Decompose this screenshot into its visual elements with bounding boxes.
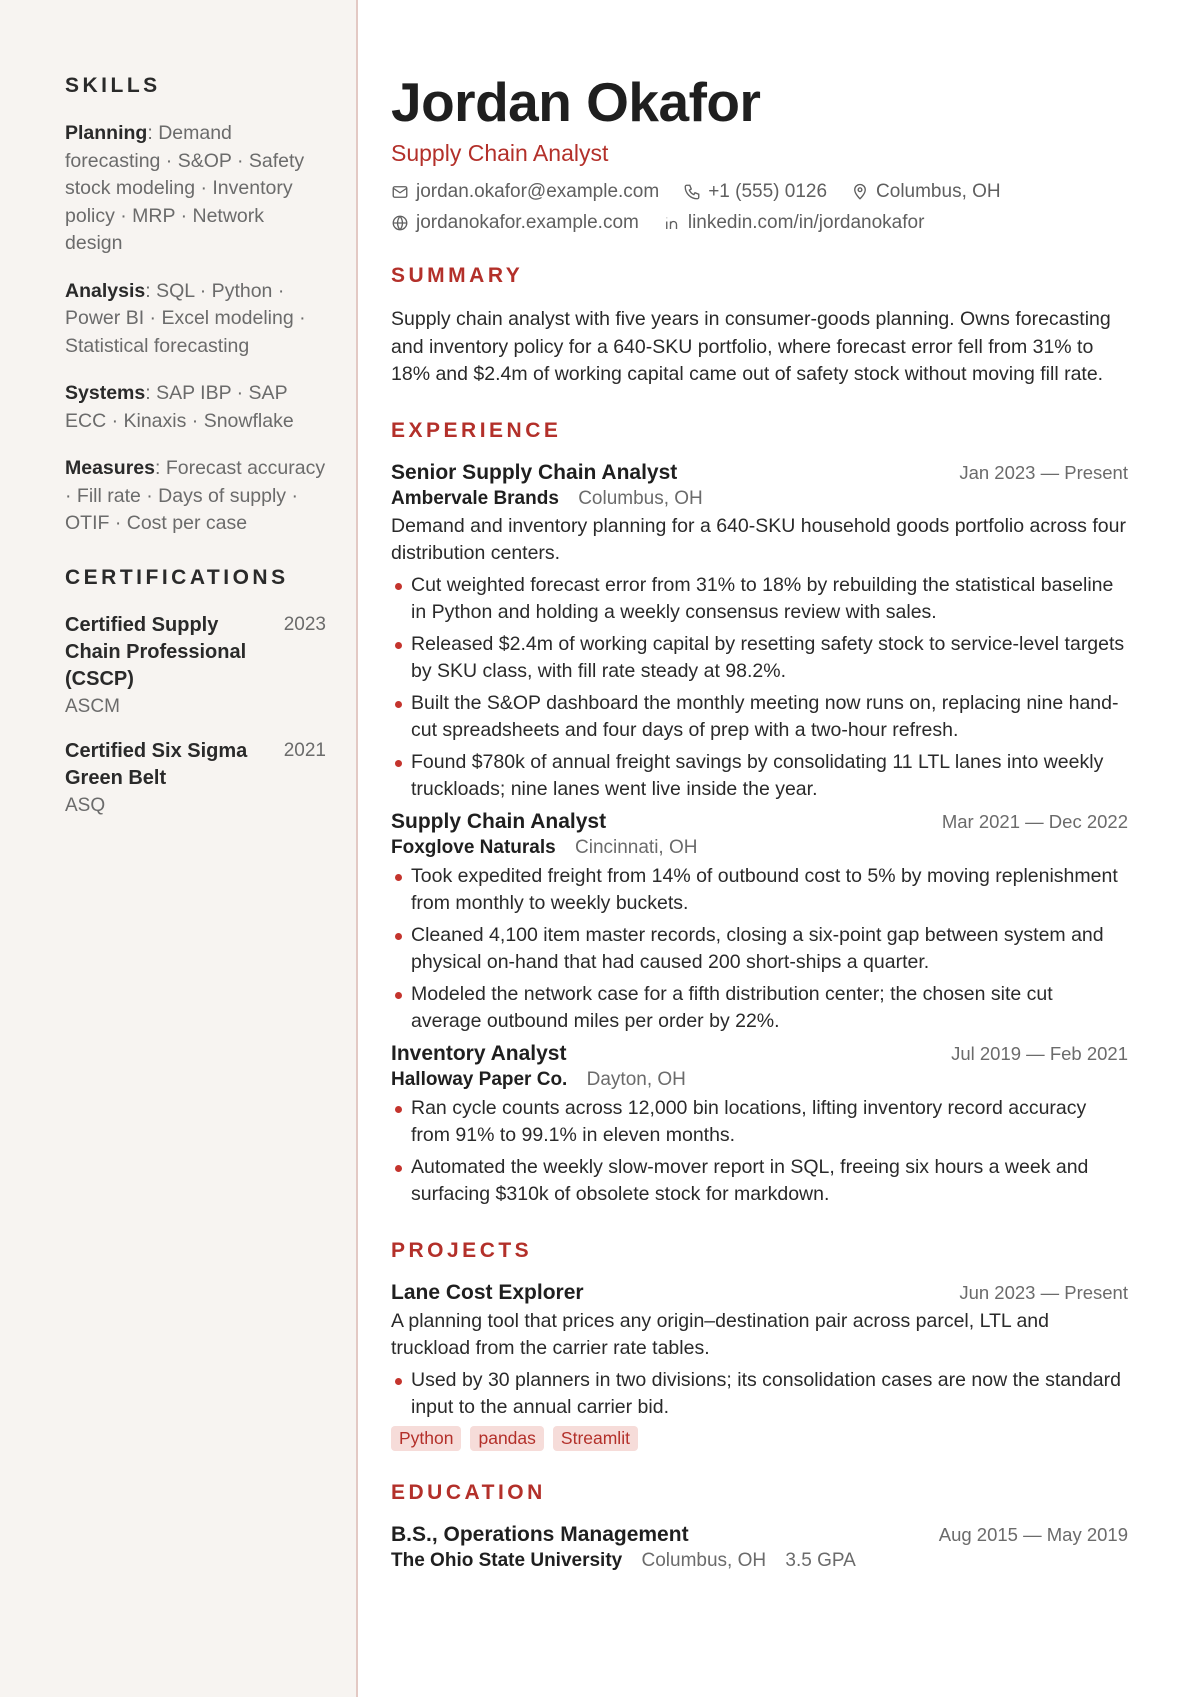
bullet-item: Cut weighted forecast error from 31% to 18% by rebuilding the statistical baseline in Python and holding a weekly consensus review with sales. <box>391 572 1128 627</box>
job-title: Supply Chain Analyst <box>391 809 607 833</box>
tag-chip: Python <box>391 1426 461 1451</box>
skill-group-systems: Systems: SAP IBP · SAP ECC · Kinaxis · Snowflake <box>65 382 294 432</box>
job-bullets <box>391 572 1128 804</box>
job-company: Ambervale Brands <box>391 487 559 509</box>
project-bullets <box>391 1367 1128 1422</box>
project-title: Lane Cost Explorer <box>391 1280 584 1304</box>
contact-email[interactable] <box>391 181 659 203</box>
education-dates: Aug 2015 — May 2019 <box>938 1523 1128 1545</box>
skill-items: Forecast accuracy · Fill rate · Days of supply · OTIF · Cost per case <box>65 457 326 534</box>
tag-chip: Streamlit <box>553 1426 638 1451</box>
job-title: Senior Supply Chain Analyst <box>391 460 678 484</box>
school-location: Columbus, OH <box>641 1549 767 1571</box>
bullet-item: Found $780k of annual freight savings by consolidating 11 LTL lanes into weekly truckloads; nine lanes went live inside the year. <box>391 749 1128 804</box>
bullet-item: Ran cycle counts across 12,000 bin locations, lifting inventory record accuracy from 91% to 99.1% in eleven months. <box>391 1095 1128 1150</box>
certifications-heading: CERTIFICATIONS <box>65 565 289 589</box>
bullet-item: Built the S&OP dashboard the monthly meeting now runs on, replacing nine hand-cut spreadsheets and four days of prep with a two-hour refresh. <box>391 690 1128 745</box>
bullet-item: Modeled the network case for a fifth distribution center; the chosen site cut average outbound miles per order by 22%. <box>391 981 1128 1036</box>
certification-name: Certified Supply Chain Professional (CSCP) <box>65 613 247 690</box>
job-entry <box>391 810 1128 1036</box>
certification-item <box>65 612 326 720</box>
phone-text: +1 (555) 0126 <box>708 181 828 202</box>
location-text: Columbus, OH <box>876 181 1001 202</box>
job-dates: Mar 2021 — Dec 2022 <box>941 810 1128 832</box>
certification-issuer: ASQ <box>65 794 106 816</box>
certification-name: Certified Six Sigma Green Belt <box>65 739 248 789</box>
contact-row <box>391 212 1128 234</box>
sidebar <box>0 0 358 1697</box>
skill-category: Systems <box>65 382 146 404</box>
linkedin-text: linkedin.com/in/jordanokafor <box>687 212 925 233</box>
skill-group-measures: Measures: Forecast accuracy · Fill rate · Days of supply · OTIF · Cost per case <box>65 457 326 534</box>
skill-group-analysis: Analysis: SQL · Python · Power BI · Excel modeling · Statistical forecasting <box>65 279 306 357</box>
skill-category: Measures <box>65 457 155 479</box>
certification-year: 2021 <box>283 739 326 761</box>
summary-heading: SUMMARY <box>391 264 524 287</box>
education-entry <box>391 1523 1128 1572</box>
projects-heading: PROJECTS <box>391 1238 533 1262</box>
globe-icon <box>391 214 409 232</box>
bullet-item: Took expedited freight from 14% of outbound cost to 5% by moving replenishment from monthly to weekly buckets. <box>391 863 1128 918</box>
skill-category: Planning <box>65 122 148 144</box>
project-entry <box>391 1281 1128 1451</box>
job-title: Inventory Analyst <box>391 1041 567 1065</box>
phone-icon <box>683 183 701 201</box>
mail-icon <box>391 183 409 201</box>
job-location: Cincinnati, OH <box>575 836 698 858</box>
contact-linkedin[interactable] <box>663 212 925 234</box>
job-company: Halloway Paper Co. <box>391 1068 568 1090</box>
job-entry <box>391 461 1128 804</box>
certification-item <box>65 738 326 819</box>
candidate-name: Jordan Okafor <box>391 71 761 133</box>
job-dates: Jul 2019 — Feb 2021 <box>951 1042 1128 1064</box>
skill-items: Demand forecasting · S&OP · Safety stock modeling · Inventory policy · MRP · Network design <box>65 122 305 254</box>
bullet-item: Used by 30 planners in two divisions; its consolidation cases are now the standard input to the annual carrier bid. <box>391 1367 1128 1422</box>
contact-row <box>391 181 1128 203</box>
skill-category: Analysis <box>65 279 146 302</box>
job-bullets <box>391 863 1128 1036</box>
skill-items: SQL · Python · Power BI · Excel modeling · Statistical forecasting <box>65 279 306 357</box>
job-location: Columbus, OH <box>578 487 703 509</box>
experience-heading: EXPERIENCE <box>391 418 562 442</box>
contact-phone[interactable] <box>683 181 827 203</box>
tag-chip: pandas <box>470 1426 543 1451</box>
job-entry <box>391 1042 1128 1209</box>
bullet-item: Automated the weekly slow-mover report in SQL, freeing six hours a week and surfacing $310k of obsolete stock for markdown. <box>391 1154 1128 1209</box>
project-tags <box>391 1426 1128 1451</box>
candidate-role: Supply Chain Analyst <box>391 140 609 166</box>
education-heading: EDUCATION <box>391 1480 546 1504</box>
summary-text: Supply chain analyst with five years in consumer-goods planning. Owns forecasting and inventory policy for a 640-SKU portfolio, where forecast error fell from 31% to 18% and $2.4m of working capital came out of safety stock without moving fill rate. <box>391 308 1111 385</box>
gpa: 3.5 GPA <box>785 1549 856 1571</box>
contact-location <box>851 181 1001 203</box>
degree: B.S., Operations Management <box>391 1522 689 1546</box>
main-content <box>360 0 1200 1697</box>
linkedin-icon <box>663 214 681 232</box>
skill-items: SAP IBP · SAP ECC · Kinaxis · Snowflake <box>65 382 294 432</box>
contact-website[interactable] <box>391 212 639 234</box>
certification-issuer: ASCM <box>65 695 120 717</box>
email-text: jordan.okafor@example.com <box>416 181 660 202</box>
job-company: Foxglove Naturals <box>391 836 556 858</box>
job-bullets <box>391 1095 1128 1209</box>
skill-group-planning: Planning: Demand forecasting · S&OP · Safety stock modeling · Inventory policy · MRP · Network design <box>65 122 305 254</box>
job-dates: Jan 2023 — Present <box>959 461 1128 483</box>
school-name: The Ohio State University <box>391 1549 623 1571</box>
location-pin-icon <box>851 183 869 201</box>
bullet-item: Released $2.4m of working capital by resetting safety stock to service-level targets by SKU class, with fill rate steady at 98.2%. <box>391 631 1128 686</box>
job-description: Demand and inventory planning for a 640-SKU household goods portfolio across four distribution centers. <box>391 514 1126 564</box>
bullet-item: Cleaned 4,100 item master records, closing a six-point gap between system and physical on-hand that had caused 200 short-ships a quarter. <box>391 922 1128 977</box>
certification-year: 2023 <box>283 613 326 635</box>
skills-heading: SKILLS <box>65 74 161 97</box>
project-description: A planning tool that prices any origin–destination pair across parcel, LTL and truckload from the carrier rate tables. <box>391 1309 1049 1359</box>
project-dates: Jun 2023 — Present <box>959 1281 1128 1303</box>
job-location: Dayton, OH <box>586 1068 686 1090</box>
website-text: jordanokafor.example.com <box>416 212 639 233</box>
